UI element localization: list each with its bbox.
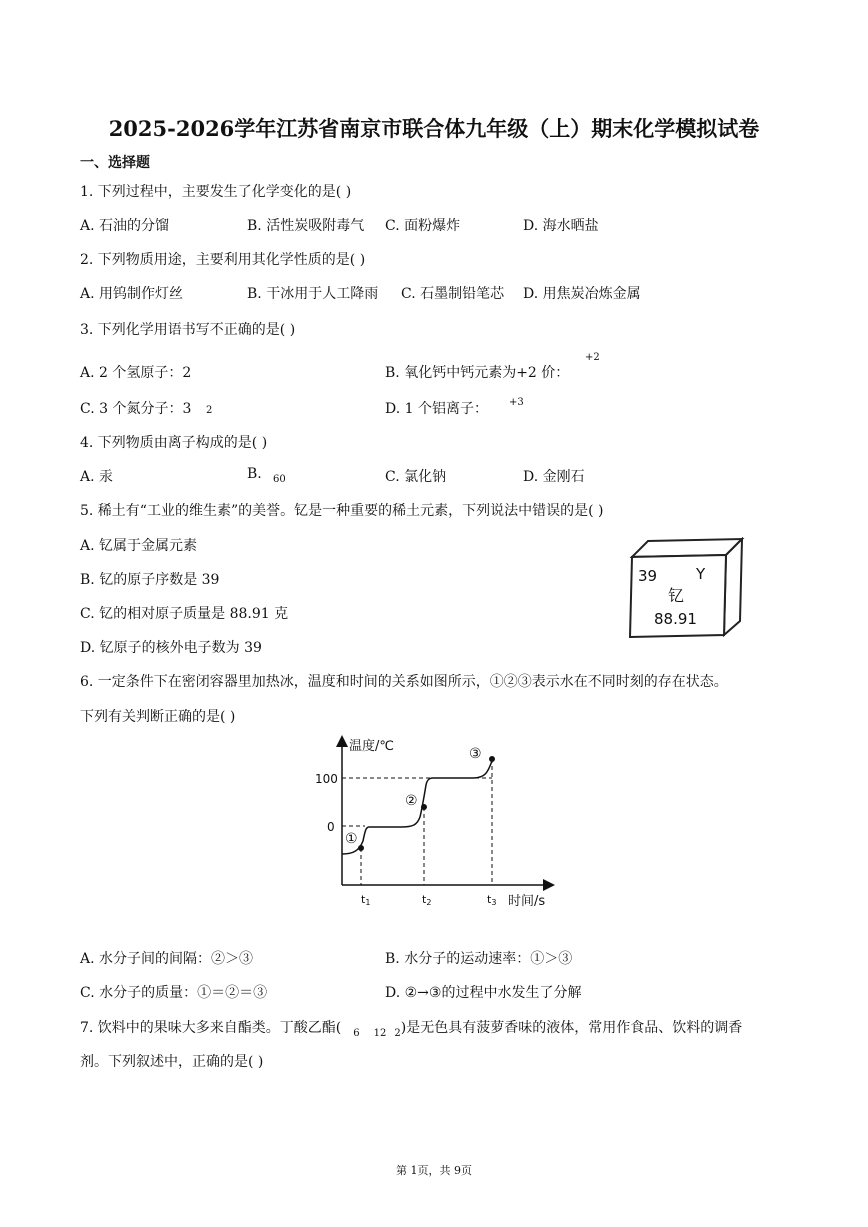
element-mass: 88.91 [654, 610, 697, 628]
question-6-stem-line1: 6. 一定条件下在密闭容器里加热冰，温度和时间的关系如图所示，①②③表示水在不同时刻的存在状态。 [80, 674, 728, 690]
question-4-stem: 4. 下列物质由离子构成的是( ) [80, 435, 268, 451]
question-3-c-subscript: 2 [206, 405, 213, 416]
question-3-d-superscript: +3 [509, 397, 524, 408]
question-6-option-b: B. 水分子的运动速率：①＞③ [385, 951, 573, 967]
point-label-1: ① [345, 831, 358, 847]
question-6-stem-line2: 下列有关判断正确的是( ) [80, 709, 236, 725]
question-1-option-d: D. 海水晒盐 [523, 218, 599, 234]
y-tick-100: 100 [315, 772, 338, 786]
question-4-option-a: A. 汞 [80, 469, 114, 485]
question-6-option-c: C. 水分子的质量：①＝②＝③ [80, 985, 268, 1001]
question-3-b-superscript: +2 [585, 352, 600, 363]
question-4-option-d: D. 金刚石 [523, 469, 585, 485]
point-label-3: ③ [469, 746, 482, 762]
page-footer: 第 1页，共 9页 [396, 1164, 472, 1177]
element-symbol: Y [696, 565, 706, 583]
point-label-2: ② [405, 793, 418, 809]
question-7-sub-12: 12 [373, 1028, 387, 1039]
element-cube-illustration [624, 537, 746, 642]
question-3-option-b: B. 氧化钙中钙元素为+2 价： [385, 365, 570, 381]
question-6-option-a: A. 水分子间的间隔：②＞③ [80, 951, 254, 967]
question-3-option-d: D. 1 个铝离子： [385, 401, 488, 417]
x-tick-t3: t3 [487, 893, 497, 907]
point-2 [421, 804, 427, 810]
question-1-option-b: B. 活性炭吸附毒气 [247, 218, 365, 234]
element-name: 钇 [668, 586, 685, 605]
question-2-stem: 2. 下列物质用途，主要利用其化学性质的是( ) [80, 252, 366, 268]
point-3 [489, 756, 495, 762]
element-number: 39 [638, 567, 658, 585]
question-7-sub-6: 6 [353, 1028, 360, 1039]
question-6-option-d: D. ②→③的过程中水发生了分解 [385, 985, 582, 1001]
x-axis-label: 时间/s [508, 894, 546, 909]
question-2-option-b: B. 干冰用于人工降雨 [247, 286, 379, 302]
heating-curve-chart [305, 733, 565, 913]
point-1 [358, 845, 364, 851]
question-7-line1-start: 7. 饮料中的果味大多来自酯类。丁酸乙酯( [80, 1020, 342, 1036]
question-5-option-a: A. 钇属于金属元素 [80, 538, 198, 554]
question-3-stem: 3. 下列化学用语书写不正确的是( ) [80, 322, 296, 338]
section-heading: 一、选择题 [80, 155, 150, 171]
question-2-option-d: D. 用焦炭冶炼金属 [523, 286, 641, 302]
question-5-option-c: C. 钇的相对原子质量是 88.91 克 [80, 606, 289, 622]
y-tick-0: 0 [327, 820, 335, 834]
question-1-option-a: A. 石油的分馏 [80, 218, 170, 234]
y-axis-label: 温度/℃ [349, 739, 394, 754]
question-4-option-c: C. 氯化钠 [385, 469, 447, 485]
question-2-option-a: A. 用钨制作灯丝 [80, 286, 184, 302]
x-tick-t1: t1 [361, 893, 371, 907]
question-5-option-b: B. 钇的原子序数是 39 [80, 572, 220, 588]
question-5-stem: 5. 稀土有“工业的维生素”的美誉。钇是一种重要的稀土元素，下列说法中错误的是( ) [80, 503, 604, 519]
page-title: 2025-2026学年江苏省南京市联合体九年级（上）期末化学模拟试卷 [108, 116, 760, 141]
question-7-line2: 剂。下列叙述中，正确的是( ) [80, 1054, 264, 1070]
question-4-option-b: B. [247, 466, 262, 482]
question-3-option-a: A. 2 个氢原子：2 [80, 365, 192, 381]
question-1-stem: 1. 下列过程中，主要发生了化学变化的是( ) [80, 184, 352, 200]
question-1-option-c: C. 面粉爆炸 [385, 218, 461, 234]
question-7-sub-2: 2 [394, 1028, 401, 1039]
question-7-line1 [80, 1017, 742, 1037]
question-3-option-c: C. 3 个氮分子：3 [80, 401, 192, 417]
question-7-line1-end: )是无色具有菠萝香味的液体，常用作食品、饮料的调香 [400, 1020, 743, 1036]
question-4-b-subscript: 60 [273, 474, 286, 485]
question-5-option-d: D. 钇原子的核外电子数为 39 [80, 640, 262, 656]
question-2-option-c: C. 石墨制铅笔芯 [401, 286, 505, 302]
x-tick-t2: t2 [422, 893, 432, 907]
